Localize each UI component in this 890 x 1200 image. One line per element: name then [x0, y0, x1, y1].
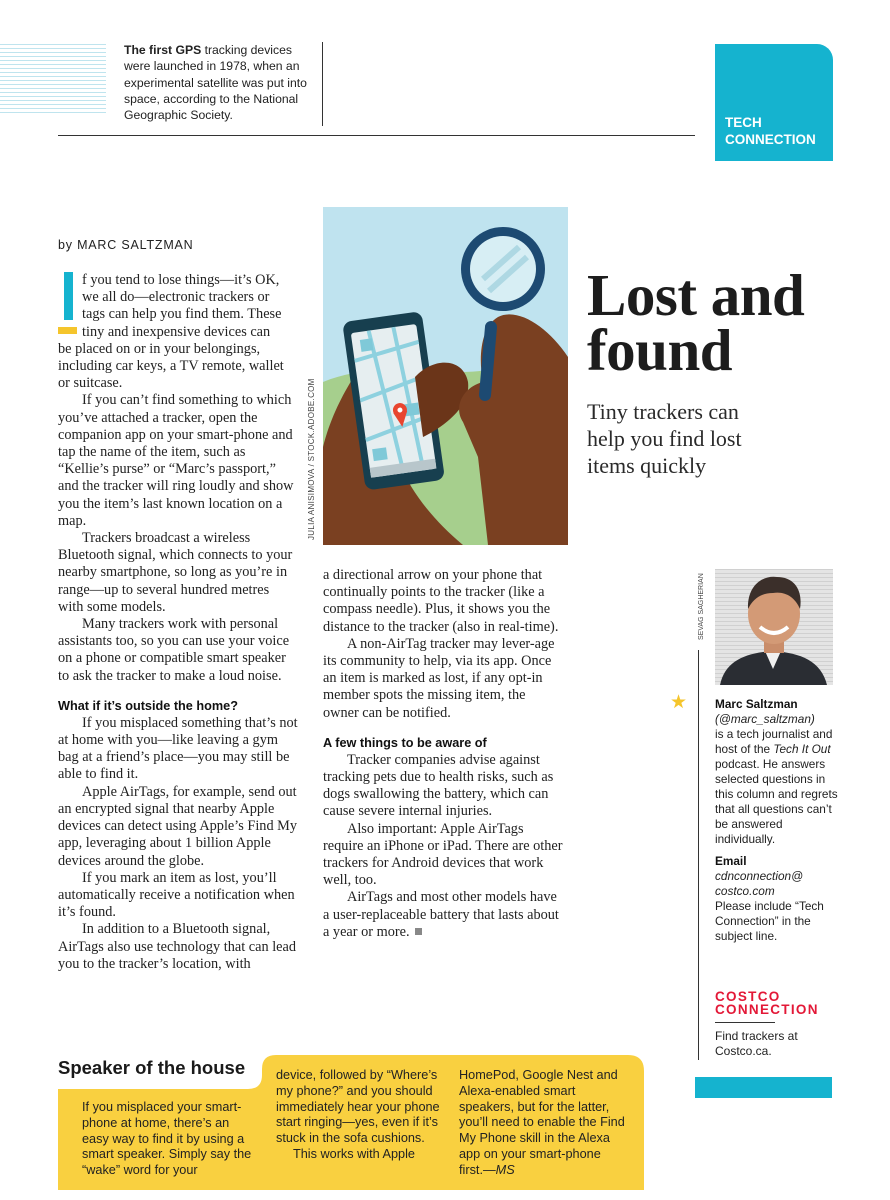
sidebar-title: Speaker of the house — [58, 1057, 246, 1078]
email-label: Email — [715, 854, 747, 868]
costco-connection-logo: COSTCO CONNECTION — [715, 989, 819, 1017]
paragraph: If you mark an item as lost, you’ll automatically receive a notification when it’s found. — [58, 869, 295, 921]
drop-line: tiny and inexpensive devices can — [82, 323, 271, 340]
sidebar-signoff: —MS — [482, 1162, 515, 1177]
fact-divider — [322, 42, 323, 126]
headline — [587, 262, 805, 383]
sidebar-column-1: If you misplaced your smart-phone at home, there’s an easy way to find it by using a smart speaker. Simply say the “wake” word for your — [82, 1100, 252, 1178]
last-paragraph-text: AirTags and most other models have a user-replaceable battery that lasts about a year or more. — [323, 889, 559, 940]
email-address[interactable]: cdnconnection@ costco.com — [715, 869, 804, 898]
headline-line1: Lost and — [587, 262, 805, 328]
subhead: A few things to be aware of — [323, 735, 487, 750]
article-column-1 — [58, 272, 298, 973]
paragraph: A non-AirTag tracker may lever-age its community to help, via its app. Once an item is marked as lost, if any opt-in member spots the missing item, the owner can be notified. — [323, 635, 555, 721]
author-photo — [715, 569, 833, 685]
author-name: Marc Saltzman — [715, 697, 798, 711]
teal-bar — [695, 1077, 832, 1098]
fact-blurb: The first GPS tracking devices were launched in 1978, when an experimental satellite was put into space, according to the National Geographic Society. — [124, 43, 307, 123]
paragraph: Apple AirTags, for example, send out an encrypted signal that nearby Apple devices can detect using Apple’s Find My app, leveraging about 1 billion Apple devices around the globe. — [58, 783, 298, 869]
top-rule — [58, 135, 695, 136]
sidebar-column-2: device, followed by “Where’s my phone?” and you should immediately hear your phone start ringing—yes, even if it’s stuck in the sofa cushions. This works with Apple — [276, 1068, 440, 1161]
paragraph: Trackers broadcast a wireless Bluetooth signal, which connects to your nearby smartphone, so long as you’re in range—up to several hundred metres with some models. — [58, 530, 293, 615]
find-trackers-link[interactable]: Find trackers at Costco.ca. — [715, 1029, 798, 1058]
headline-line2: found — [587, 317, 733, 383]
drop-line: we all do—electronic trackers or — [82, 289, 270, 306]
logo-rule — [715, 1022, 775, 1023]
paragraph: In addition to a Bluetooth signal, AirTags also use technology that can lead you to the tracker’s location, with — [58, 921, 296, 972]
author-handle[interactable]: (@marc_saltzman) — [715, 712, 815, 726]
paragraph: Tracker companies advise against tracking pets due to health risks, such as dogs swallowing the battery, which can cause severe internal injuries. — [323, 751, 554, 820]
paragraph: Many trackers work with personal assistants too, so you can use your voice on a phone or compatible smart speaker to ask the tracker to make a loud noise. — [58, 616, 290, 684]
decorative-stripes — [0, 44, 106, 114]
tracker-illustration — [323, 207, 568, 545]
paragraph: be placed on or in your belongings, including car keys, a TV remote, wallet or suitcase. — [58, 340, 284, 392]
drop-line: f you tend to lose things—it’s OK, — [82, 272, 280, 288]
subhead: What if it’s outside the home? — [58, 698, 238, 713]
sidebar-column-3: HomePod, Google Nest and Alexa-enabled smart speakers, but for the latter, you’ll need to enable the Find My Phone skill in the Alexa app on your smart-phone first.—MS — [459, 1068, 625, 1177]
dek-line: items quickly — [587, 453, 707, 478]
paragraph — [323, 889, 563, 941]
dek — [587, 398, 742, 479]
section-tab — [715, 44, 833, 161]
magnifier-handle — [485, 327, 491, 395]
section-tab-line1: TECH — [725, 115, 762, 130]
byline: by MARC SALTZMAN — [58, 238, 194, 252]
article-column-2 — [323, 567, 563, 941]
end-mark — [415, 928, 422, 935]
star-icon: ★ — [670, 692, 688, 713]
dek-line: Tiny trackers can — [587, 399, 739, 424]
author-bio — [715, 697, 840, 944]
dek-line: help you find lost — [587, 426, 742, 451]
paragraph: If you misplaced something that’s not at home with you—like leaving a gym bag at a friend’s place—you may still be able to find it. — [58, 714, 298, 783]
author-description: is a tech journalist and host of the Tech It Out podcast. He answers selected questions in this column and regrets that all questions can’t be answered individually. — [715, 727, 838, 846]
paragraph: If you can’t find something to which you’ve attached a tracker, open the companion app on your smart-phone and tap the name of the item, such as “Kellie’s purse” or “Marc’s passport,” and the tracker will ring loudly and show you the item’s last known location on a map. — [58, 392, 294, 529]
section-tab-line2: CONNECTION — [725, 132, 816, 147]
illustration-credit: JULIA ANISIMOVA / STOCK.ADOBE.COM — [307, 378, 316, 540]
paragraph: Also important: Apple AirTags require an iPhone or iPad. There are other trackers for Android devices that work well, too. — [323, 820, 563, 889]
paragraph: a directional arrow on your phone that continually points to the tracker (like a compass needle). Plus, it shows you the distance to the tracker (also in real-time). — [323, 567, 559, 635]
drop-line: tags can help you find them. These — [82, 306, 282, 323]
email-note: Please include “Tech Connection” in the subject line. — [715, 899, 824, 943]
photo-credit: SEVAG SAGHERIAN — [698, 573, 705, 640]
author-divider — [698, 650, 699, 1060]
